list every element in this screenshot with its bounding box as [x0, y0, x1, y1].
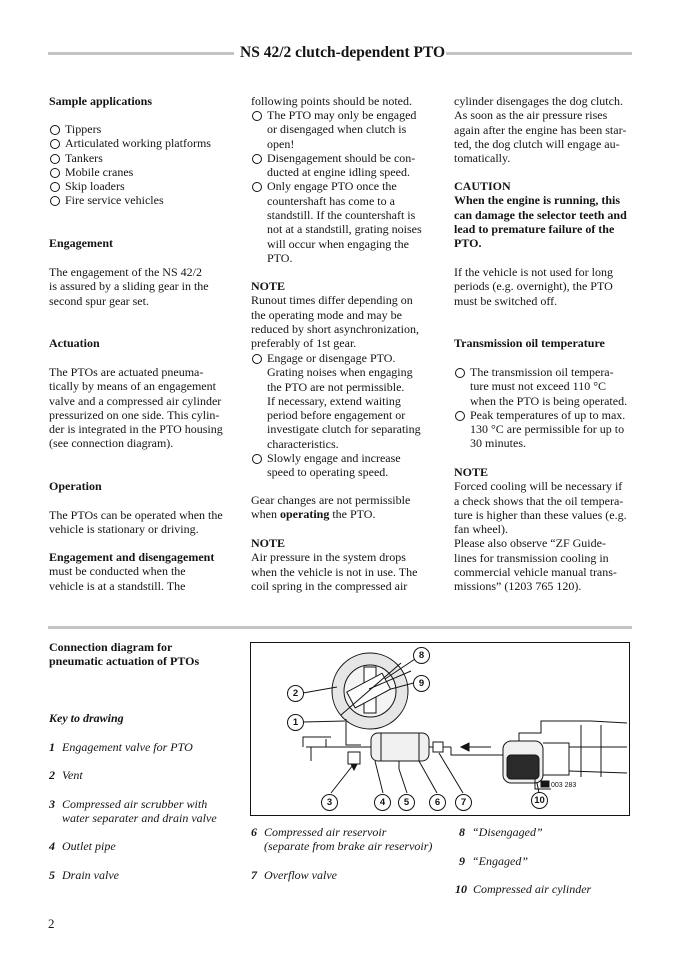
- engagement-text: The engagement of the NS 42/2 is assured by a sliding gear in the second spur gear set.: [49, 265, 209, 308]
- callout-6: 6: [429, 794, 446, 811]
- note-3: NOTE Forced cooling will be necessary if a check shows that the oil tempera- ture is higher than these values (e.g. fan wheel). Please also observe “ZF Guide- lines for transmission cooling in commercial vehicle manual trans- missions” (1203 765 120).: [454, 465, 639, 594]
- list-item: Skip loaders: [49, 179, 239, 193]
- list-item: Disengagement should be con- ducted at engine idling speed.: [251, 151, 436, 180]
- list-item: The transmission oil tempera- ture must not exceed 110 °C when the PTO is being operated.: [454, 365, 639, 408]
- engagement-disengagement: Engagement and disengagement must be conducted when the vehicle is at a standstill. The: [49, 550, 239, 593]
- operation-text: The PTOs can be operated when the vehicle is stationary or driving.: [49, 508, 223, 537]
- list-item: Mobile cranes: [49, 165, 239, 179]
- key-item-9: 9 “Engaged”: [459, 854, 529, 868]
- page-title: NS 42/2 clutch-dependent PTO: [240, 44, 446, 61]
- continued-text: cylinder disengages the dog clutch. As soon as the air pressure rises again after the engine has been star- ted, the dog clutch will engage au- tomatically.: [454, 94, 627, 166]
- callout-4: 4: [374, 794, 391, 811]
- key-item-8: 8 “Disengaged”: [459, 825, 543, 839]
- sample-applications-heading: Sample applications: [49, 94, 153, 108]
- header-rule-right: [446, 52, 632, 55]
- list-item: Tankers: [49, 151, 239, 165]
- key-item-1: 1 Engagement valve for PTO: [49, 740, 193, 754]
- header-rule-left: [48, 52, 234, 55]
- key-item-6: 6 Compressed air reservoir (separate from brake air reservoir): [251, 825, 433, 854]
- key-item-7: 7 Overflow valve: [251, 868, 337, 882]
- callout-2: 2: [287, 685, 304, 702]
- list-item: Only engage PTO once the countershaft has come to a standstill. If the countershaft is not at a standstill, grating noises will occur when engaging the PTO.: [251, 179, 436, 265]
- eng-dis-heading: Engagement and disengagement: [49, 550, 215, 564]
- engagement-heading: Engagement: [49, 236, 113, 250]
- note-3-heading: NOTE: [454, 465, 489, 479]
- drawing-number: 003 283: [551, 782, 577, 789]
- oil-temperature-list: [454, 365, 639, 451]
- gear-changes-text: Gear changes are not permissible when operating the PTO.: [251, 493, 411, 522]
- caution-heading: CAUTION: [454, 179, 511, 193]
- oil-temperature-heading: Transmission oil temperature: [454, 336, 605, 350]
- callout-1: 1: [287, 714, 304, 731]
- points-intro: following points should be noted.: [251, 94, 412, 108]
- callout-8: 8: [413, 647, 430, 664]
- actuation-text: The PTOs are actuated pneuma- tically by means of an engagement valve and a compressed air cylinder pressurized on one side. This cylin- der is integrated in the PTO housing (see connection diagram).: [49, 365, 223, 451]
- callout-9: 9: [413, 675, 430, 692]
- key-item-4: 4 Outlet pipe: [49, 839, 116, 853]
- air-reservoir: [371, 733, 429, 761]
- note-2-heading: NOTE: [251, 536, 286, 550]
- key-item-10: 10 Compressed air cylinder: [455, 882, 592, 896]
- callout-10: 10: [531, 792, 548, 809]
- list-item: Slowly engage and increase speed to operating speed.: [251, 451, 436, 480]
- key-title: Key to drawing: [49, 711, 124, 725]
- connection-diagram: [250, 642, 630, 816]
- caution-block: CAUTION When the engine is running, this can damage the selector teeth and lead to premature failure of the PTO.: [454, 179, 639, 250]
- list-item: Fire service vehicles: [49, 193, 239, 207]
- callout-7: 7: [455, 794, 472, 811]
- long-period-text: If the vehicle is not used for long periods (e.g. overnight), the PTO must be switched off.: [454, 265, 613, 308]
- callout-5: 5: [398, 794, 415, 811]
- list-item: Peak temperatures of up to max. 130 °C are permissible for up to 30 minutes.: [454, 408, 639, 451]
- key-item-3: 3 Compressed air scrubber with water separater and drain valve: [49, 797, 217, 826]
- points-list: [251, 108, 436, 265]
- list-item: Tippers: [49, 122, 239, 136]
- note-2: NOTE Air pressure in the system drops when the vehicle is not in use. The coil spring in the compressed air: [251, 536, 436, 593]
- note-1: NOTE Runout times differ depending on the operating mode and may be reduced by short asynchronization, preferably of 1st gear.: [251, 279, 436, 350]
- operation-heading: Operation: [49, 479, 102, 493]
- callout-3: 3: [321, 794, 338, 811]
- sample-applications-list: [49, 122, 239, 208]
- list-item: The PTO may only be engaged or disengaged when clutch is open!: [251, 108, 436, 151]
- page-number: 2: [48, 916, 55, 931]
- actuation-heading: Actuation: [49, 336, 100, 350]
- note-1-list: [251, 351, 436, 480]
- key-item-5: 5 Drain valve: [49, 868, 119, 882]
- key-item-2: 2 Vent: [49, 768, 83, 782]
- section-rule: [48, 626, 632, 629]
- list-item: Engage or disengage PTO. Grating noises when engaging the PTO are not permissible. If necessary, extend waiting period before engagement or investigate clutch for separating characteristics.: [251, 351, 436, 451]
- note-1-heading: NOTE: [251, 279, 286, 293]
- list-item: Articulated working platforms: [49, 136, 239, 150]
- diagram-caption: Connection diagram for pneumatic actuation of PTOs: [49, 640, 200, 669]
